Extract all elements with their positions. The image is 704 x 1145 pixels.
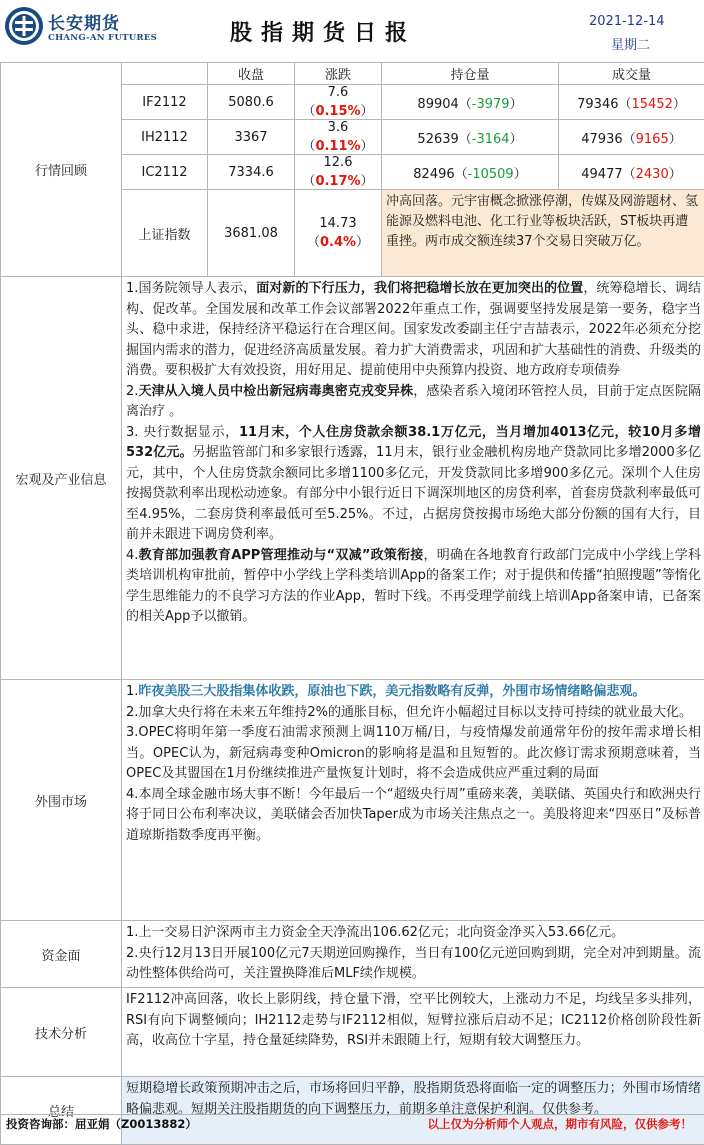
change-value: 12.6（0.17%） [295,155,382,190]
index-close: 3681.08 [208,190,295,277]
change-value: 7.6（0.15%） [295,85,382,120]
section-label-summary: 总结 [1,1077,122,1145]
macro-content: 1.国务院领导人表示，面对新的下行压力，我们将把稳增长放在更加突出的位置，统筹稳增长、调结构、促改革。全国发展和改革工作会议部署2022年重点工作，强调要坚持发展是第一要务，稳字当头、稳中求进，保持经济平稳运行在合理区间。国家发改委副主任宁吉喆表示，2022年必须充分挖掘国内需求的潜力，促进经济高质量发展。着力扩大消费需求，巩固和扩大基础性的消费、升级类的消费。要积极扩大有效投资，用好用足、提前使用中央预算内投资、地方政府专项债券 2.天津从入境人员中检出新冠病毒奥密克戎变异株，感染者系入境闭环管控人员，目前于定点医院隔离治疗 。 3. 央行数据显示，11月末，个人住房贷款余额38.1万亿元，当月增加4013亿元，较10月多增532亿元。另据监管部门和多家银行透露，11月末，银行业金融机构房地产贷款同比多增2000多亿元，其中，个人住房贷款余额同比多增1100多亿元，开发贷款同比多增900多亿元。深圳个人住房按揭贷款利率出现松动迹象。有部分中小银行近日下调深圳地区的房贷利率，首套房贷款利率最低可至4.95%，二套房贷利率最低可至5.25%。不过，占据房贷按揭市场绝大部分份额的国有大行，目前并未跟进下调房贷利率。 4.教育部加强教育APP管理推动与“双减”政策衔接，明确在各地教育行政部门完成中小学线上学科类培训机构审批前，暂停中小学线上学科类培训App的备案工作；对于提供和传播“拍照搜题”等惰化学生思维能力的不良学习方法的作业App，暂时下线。不再受理学前线上培训App备案申请，已备案的相关App予以撤销。 [122,277,704,680]
report-footer [0,1114,704,1133]
index-name: 上证指数 [122,190,208,277]
open-interest-value: 82496（-10509） [382,155,559,190]
macro-row [1,277,704,680]
funds-content: 1.上一交易日沪深两市主力资金全天净流出106.62亿元；北向资金净买入53.66亿元。 2.央行12月13日开展100亿元7天期逆回购操作，当日有100亿元逆回购到期，完全对冲到期量。流动性整体供给尚可，关注置换降准后MLF续作规模。 [122,921,704,988]
contract-name: IF2112 [122,85,208,120]
col-header-open-interest: 持仓量 [382,63,559,85]
tech-row [1,988,704,1077]
section-label-macro: 宏观及产业信息 [1,277,122,680]
col-header-change: 涨跌 [295,63,382,85]
col-header-close: 收盘 [208,63,295,85]
overseas-row [1,680,704,921]
change-value: 3.6（0.11%） [295,120,382,155]
section-label-funds: 资金面 [1,921,122,988]
market-header-row [1,63,704,85]
overseas-content: 1.昨夜美股三大股指集体收跌，原油也下跌，美元指数略有反弹，外围市场情绪略偏悲观。 2.加拿大央行将在未来五年维持2%的通胀目标，但允许小幅超过目标以支持可持续的就业最大化。 3.OPEC将明年第一季度石油需求预测上调110万桶/日，与疫情爆发前通常年份的按年需求增长相当。OPEC认为，新冠病毒变种Omicron的影响将是温和且短暂的。此次修订需求预期意味着，当OPEC及其盟国在1月份继续推进产量恢复计划时，将不会造成供应严重过剩的局面 4.本周全球金融市场大事不断！今年最后一个“超级央行周”重磅来袭，美联储、英国央行和欧洲央行将于同日公布利率决议，美联储会否加快Taper成为市场关注焦点之一。美股将迎来“四巫日”及标普道琼斯指数季度再平衡。 [122,680,704,921]
index-change: 14.73（0.4%） [295,190,382,277]
funds-row [1,921,704,988]
analyst-info: 投资咨询部：屈亚娟（Z0013882） [6,1116,197,1132]
report-table [0,62,704,1145]
volume-value: 79346（15452） [559,85,704,120]
contract-name: IC2112 [122,155,208,190]
tech-content: IF2112冲高回落，收长上影阴线，持仓量下滑，空平比例较大，上涨动力不足，均线呈多头排列，RSI有向下调整倾向；IH2112走势与IF2112相似，短臂拉涨后启动不足；IC2112价格创阶段性新高，收高位十字星，持仓量延续降势，RSI并未跟随上行，短期有较大调整压力。 [122,988,704,1077]
close-value: 5080.6 [208,85,295,120]
chang-an-logo-icon [4,6,44,46]
contract-name: IH2112 [122,120,208,155]
brand-name-cn: 长安期货 [48,9,120,34]
report-header [0,0,704,63]
section-label-market: 行情回顾 [1,63,122,277]
report-title: 股指期货日报 [230,16,416,47]
section-label-overseas: 外围市场 [1,680,122,921]
summary-row [1,1077,704,1145]
risk-disclaimer: 以上仅为分析师个人观点，期市有风险，仅供参考！ [428,1116,693,1132]
open-interest-value: 89904（-3979） [382,85,559,120]
market-comment: 冲高回落。元宇宙概念掀涨停潮，传媒及网游题材、氢能源及燃料电池、化工行业等板块活跃，ST板块再遭重挫。两市成交额连续37个交易日突破万亿。 [382,190,704,277]
report-weekday: 星期二 [611,34,650,53]
volume-value: 47936（9165） [559,120,704,155]
report-date: 2021-12-14 [589,14,665,29]
section-label-tech: 技术分析 [1,988,122,1077]
brand-name-en: CHANG-AN FUTURES [48,33,157,43]
summary-content: 短期稳增长政策预期冲击之后，市场将回归平静，股指期货恐将面临一定的调整压力；外围市场情绪略偏悲观。短期关注股指期货的向下调整压力，前期多单注意保护利润。仅供参考。 [122,1077,704,1145]
close-value: 7334.6 [208,155,295,190]
col-header-volume: 成交量 [559,63,704,85]
open-interest-value: 52639（-3164） [382,120,559,155]
close-value: 3367 [208,120,295,155]
volume-value: 49477（2430） [559,155,704,190]
